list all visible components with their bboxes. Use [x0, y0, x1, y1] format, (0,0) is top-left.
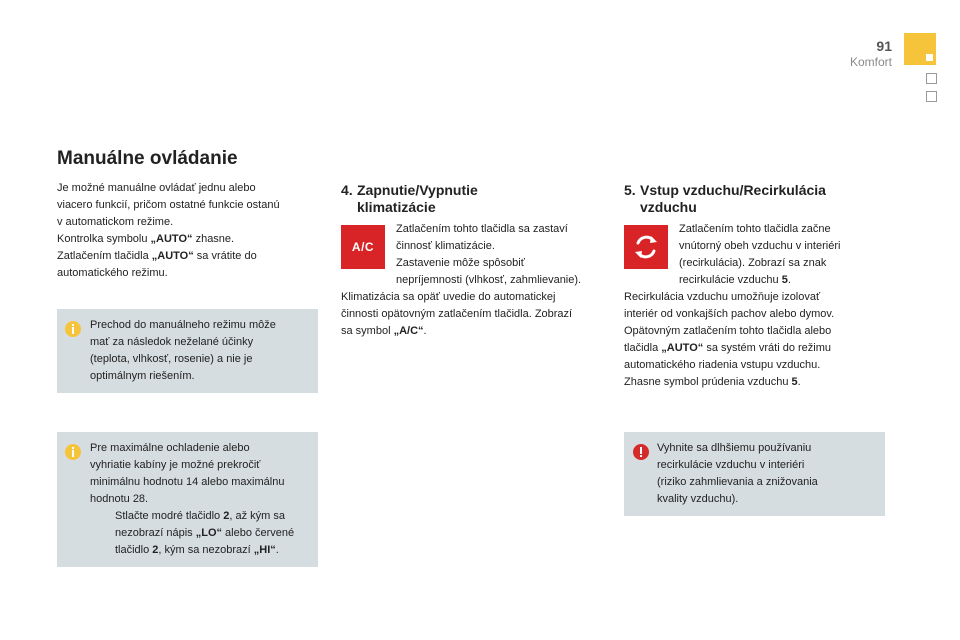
intro-line [57, 231, 317, 248]
text-line [679, 272, 889, 289]
note-line: mať za následok neželané účinky [90, 336, 254, 348]
text-span: tlačidla [624, 342, 662, 354]
note-text [90, 317, 315, 385]
note-text [90, 440, 315, 559]
section-4-title [341, 182, 478, 216]
note-line: (teplota, vlhkosť, rosenie) a nie je [90, 353, 253, 365]
intro-line [57, 248, 317, 265]
info-icon [65, 321, 81, 337]
recirculation-icon [631, 232, 661, 262]
bullet-line [115, 542, 315, 559]
note-line: Prechod do manuálneho režimu môže [90, 319, 276, 331]
note-line: recirkulácie vzduchu v interiéri [657, 459, 805, 471]
text-line: Zatlačením tohto tlačidla sa zastaví [396, 223, 568, 235]
recirculation-button-icon [624, 225, 668, 269]
text-line: Recirkulácia vzduchu umožňuje izolovať [624, 291, 821, 303]
outline-square-1 [926, 73, 937, 84]
intro-line: automatického režimu. [57, 267, 168, 279]
text-line [341, 323, 606, 340]
text-span: zhasne. [192, 233, 235, 245]
note-line: optimálnym riešením. [90, 370, 195, 382]
intro-line: Je možné manuálne ovládať jednu alebo [57, 182, 256, 194]
note-line: hodnotu 28. [90, 493, 149, 505]
note-line: kvality vzduchu). [657, 493, 739, 505]
text-span: . [797, 376, 801, 388]
section-name: Komfort [849, 55, 892, 69]
text-span: Vstup vzduchu/Recirkulácia [640, 182, 826, 198]
text-span: Zatlačením tlačidla [57, 250, 152, 262]
text-line: vnútorný obeh vzduchu v interiéri [679, 240, 841, 252]
note-line: minimálnu hodnotu 14 alebo maximálnu [90, 476, 285, 488]
text-span: alebo červené [222, 527, 295, 539]
text-span: nezobrazí nápis [115, 527, 196, 539]
section-title-line: vzduchu [640, 199, 697, 215]
accent-dot [926, 54, 933, 61]
section-title-line: klimatizácie [357, 199, 436, 215]
text-line: Opätovným zatlačením tohto tlačidla alebo [624, 325, 832, 337]
text-span: , kým sa nezobrazí [158, 544, 254, 556]
text-span: Zapnutie/Vypnutie [357, 182, 478, 198]
section-5-title [624, 182, 826, 216]
text-span: . [787, 274, 791, 286]
warning-note-recirculation [624, 432, 885, 516]
section-number: 5. [624, 182, 636, 198]
text-span: , až kým sa [229, 510, 285, 522]
intro-text [57, 180, 317, 282]
text-line: činnosti opätovným zatlačením tlačidla. Zobrazí [341, 308, 573, 320]
text-line: Klimatizácia sa opäť uvedie do automatickej [341, 291, 556, 303]
text-span: recirkulácie vzduchu [679, 274, 782, 286]
text-line: automatického riadenia vstupu vzduchu. [624, 359, 821, 371]
warning-icon [633, 444, 649, 460]
text-line: nepríjemnosti (vlhkosť, zahmlievanie). [396, 274, 582, 286]
button-number: 2 [152, 544, 159, 556]
text-line: činnosť klimatizácie. [396, 240, 495, 252]
text-span: . [423, 325, 427, 337]
bullet-line [115, 508, 315, 525]
auto-button-text: „AUTO“ [661, 342, 704, 354]
intro-line: v automatickom režime. [57, 216, 174, 228]
section-4-body-text [341, 289, 606, 340]
page-title: Manuálne ovládanie [57, 148, 238, 169]
text-span: Stlačte modré tlačidlo [115, 510, 224, 522]
note-text [657, 440, 882, 508]
section-number: 4. [341, 182, 353, 198]
page-number: 91 [876, 38, 892, 54]
text-span: . [275, 544, 279, 556]
text-line: Zatlačením tohto tlačidla začne [679, 223, 831, 235]
button-number: 2 [223, 510, 230, 522]
text-span: sa vrátite do [193, 250, 257, 262]
ac-symbol-text: „A/C“ [393, 325, 424, 337]
lo-text: „LO“ [195, 527, 222, 539]
note-line: (riziko zahmlievania a znižovania [657, 476, 818, 488]
info-note-max-temperature [57, 432, 318, 567]
section-5-button-text [679, 221, 889, 289]
text-line: (recirkulácia). Zobrazí sa znak [679, 257, 827, 269]
intro-line: viacero funkcií, pričom ostatné funkcie ostanú [57, 199, 280, 211]
outline-square-2 [926, 91, 937, 102]
auto-symbol-text: „AUTO“ [150, 233, 193, 245]
text-span: Kontrolka symbolu [57, 233, 151, 245]
section-title-line [624, 182, 826, 199]
text-line: interiér od vonkajších pachov alebo dymov. [624, 308, 835, 320]
text-span: sa systém vráti do režimu [703, 342, 832, 354]
section-title-line [341, 182, 478, 199]
info-icon [65, 444, 81, 460]
symbol-number: 5 [781, 274, 788, 286]
text-span: sa symbol [341, 325, 394, 337]
note-line: Vyhnite sa dlhšiemu používaniu [657, 442, 812, 454]
symbol-number: 5 [791, 376, 798, 388]
hi-text: „HI“ [253, 544, 276, 556]
text-span: Zhasne symbol prúdenia vzduchu [624, 376, 792, 388]
text-line [624, 340, 889, 357]
text-line: Zastavenie môže spôsobiť [396, 257, 525, 269]
ac-button-label: A/C [351, 240, 375, 254]
text-span: tlačidlo [115, 544, 153, 556]
section-4-button-text [396, 221, 606, 289]
text-line [624, 374, 889, 391]
accent-tab [904, 33, 936, 65]
info-note-manual-mode [57, 309, 318, 393]
note-line: vyhriatie kabíny je možné prekročiť [90, 459, 261, 471]
ac-button-icon [341, 225, 385, 269]
note-line: Pre maximálne ochladenie alebo [90, 442, 250, 454]
bullet-item [90, 508, 315, 559]
bullet-line [115, 525, 315, 542]
section-5-body-text [624, 289, 889, 391]
auto-button-text: „AUTO“ [151, 250, 194, 262]
